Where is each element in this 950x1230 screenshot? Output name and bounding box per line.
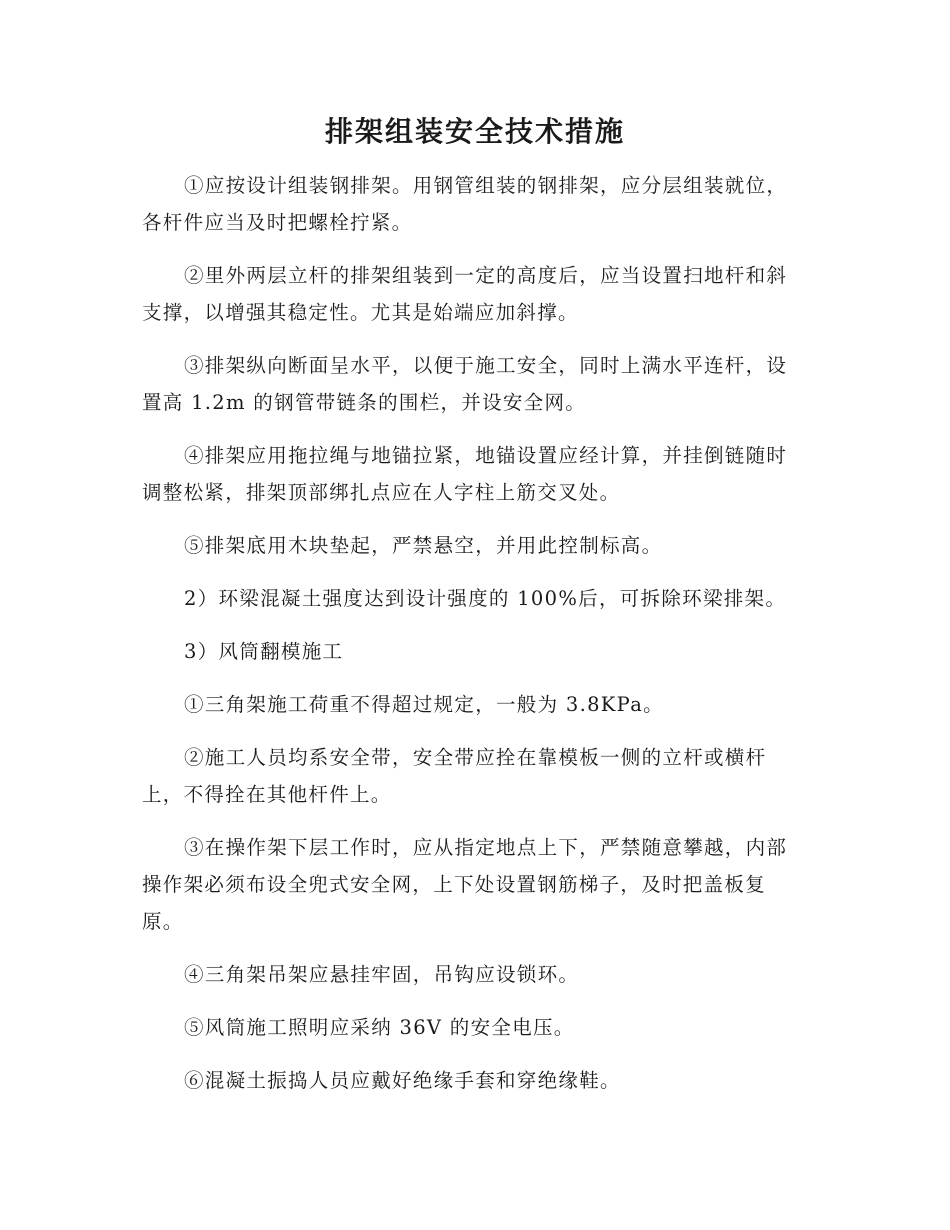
paragraph: 2）环梁混凝土强度达到设计强度的 100%后，可拆除环梁排架。 (184, 587, 787, 610)
document-title: 排架组装安全技术措施 (324, 115, 625, 148)
document-body (142, 167, 802, 1099)
paragraph: ④排架应用拖拉绳与地锚拉紧，地锚设置应经计算，并挂倒链随时调整松紧，排架顶部绑扎点应在人字柱上筋交叉处。 (142, 444, 788, 504)
paragraph: ②里外两层立杆的排架组装到一定的高度后，应当设置扫地杆和斜支撑，以增强其稳定性。尤其是始端应加斜撑。 (142, 264, 788, 324)
paragraph: ④三角架吊架应悬挂牢固，吊钩应设锁环。 (184, 963, 580, 986)
paragraph: ②施工人员均系安全带，安全带应拴在靠模板一侧的立杆或横杆上，不得拴在其他杆件上。 (142, 746, 767, 806)
paragraph: ⑤排架底用木块垫起，严禁悬空，并用此控制标高。 (184, 534, 663, 557)
paragraph: ⑥混凝土振捣人员应戴好绝缘手套和穿绝缘鞋。 (184, 1069, 621, 1092)
paragraph: ①应按设计组装钢排架。用钢管组装的钢排架，应分层组装就位，各杆件应当及时把螺栓拧紧。 (142, 174, 788, 234)
paragraph: ⑤风筒施工照明应采纳 36V 的安全电压。 (184, 1016, 575, 1039)
paragraph: ③在操作架下层工作时，应从指定地点上下，严禁随意攀越，内部操作架必须布设全兜式安全网，上下处设置钢筋梯子，及时把盖板复原。 (142, 836, 788, 933)
paragraph: ③排架纵向断面呈水平，以便于施工安全，同时上满水平连杆，设置高 1.2m 的钢管带链条的围栏，并设安全网。 (142, 354, 788, 414)
paragraph: ①三角架施工荷重不得超过规定，一般为 3.8KPa。 (184, 693, 664, 716)
section-heading: 3）风筒翻模施工 (184, 640, 344, 663)
